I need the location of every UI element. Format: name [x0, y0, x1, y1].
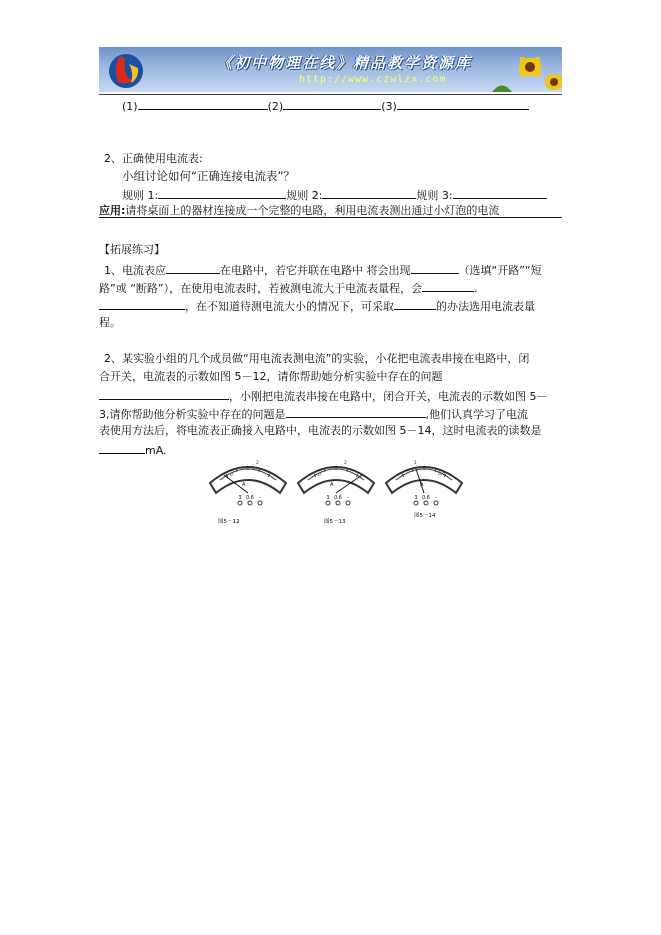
fig2-tick-2: 2: [344, 461, 347, 466]
header-divider: [99, 94, 562, 95]
q1-blank-1[interactable]: [166, 262, 220, 274]
rule3-label: 规则 3:: [416, 189, 453, 202]
fig2-scale-unit: A: [330, 482, 334, 488]
header-url[interactable]: http://www.czwlzx.com: [299, 74, 447, 85]
fig1-tick-0: 0: [230, 473, 233, 478]
sunflower-icon: [472, 47, 562, 92]
blank-label-1: (1): [122, 100, 138, 113]
fig2-caption: 图5－13: [324, 519, 346, 525]
answer-blank-3[interactable]: [397, 98, 529, 110]
q2-text-c: ,他们认真学习了电流: [425, 408, 528, 421]
fig2-terminal-3: 3: [326, 495, 330, 501]
apply-row: [99, 204, 499, 218]
fig1-caption: 图5－12: [218, 519, 240, 525]
fig3-terminal-neg: -: [435, 495, 437, 501]
ammeter-figure-5-14: [386, 466, 462, 519]
fig1-terminal-3: 3: [238, 495, 242, 501]
q1-text-c: （选填“开路”“短: [458, 264, 542, 277]
fig3-tick-06: 0.6: [438, 472, 446, 477]
answer-blank-1[interactable]: [138, 98, 268, 110]
q2-line4: [99, 406, 528, 422]
q2-text-b: 3,请你帮助他分析实验中存在的问题是: [99, 408, 286, 421]
q1-blank-3[interactable]: [422, 280, 474, 292]
q2-line3: [99, 388, 548, 404]
fig3-terminal-3: 3: [414, 495, 418, 501]
fig1-terminal-neg: -: [259, 495, 261, 501]
q1-text-d: 路”或 “断路”），在使用电流表时，若被测电流大于电流表量程，会: [99, 282, 423, 295]
section2-heading: 2、正确使用电流表:: [104, 152, 203, 165]
fig3-caption: 图5－14: [414, 513, 436, 519]
q2-text-d: mA.: [145, 444, 167, 457]
fig3-scale-unit: A: [420, 482, 424, 488]
q2-line5: 表使用方法后，将电流表正确接入电路中，电流表的示数如图 5－14，这时电流表的读数是: [99, 424, 542, 437]
header-banner: [99, 47, 562, 92]
q2-line2: 合开关，电流表的示数如图 5－12，请你帮助她分析实验中存在的问题: [99, 370, 443, 383]
fig1-terminal-06: 0.6: [246, 495, 254, 501]
ammeter-figures: [206, 455, 464, 527]
apply-text: 请将桌面上的器材连接成一个完整的电路，利用电流表测出通过小灯泡的电流: [125, 204, 500, 217]
ammeter-figure-5-12: [210, 466, 286, 525]
q2-line1: 2、某实验小组的几个成员做“用电流表测电流”的实验，小花把电流表串接在电路中，闭: [104, 352, 530, 365]
q1-blank-5[interactable]: [394, 298, 436, 310]
q2-blank-2[interactable]: [286, 406, 426, 418]
rule1-label: 规则 1:: [122, 189, 159, 202]
q2-blank-3[interactable]: [99, 442, 145, 454]
q1-text-a: 1、电流表应: [104, 264, 166, 277]
q1-line2: [99, 280, 478, 296]
fig3-terminal-06: 0.6: [422, 495, 430, 501]
fig1-tick-2: 2: [256, 461, 259, 466]
apply-underline: [99, 217, 562, 218]
answer-blank-2[interactable]: [283, 98, 381, 110]
blank-label-3: (3): [381, 100, 397, 113]
q1-text-b: 在电路中，若它并联在电路中 将会出现: [220, 264, 411, 277]
q1-line1: [104, 262, 542, 278]
blanks-row: [122, 98, 529, 114]
fig2-terminal-neg: -: [347, 495, 349, 501]
rule2-blank[interactable]: [322, 187, 416, 199]
fig3-tick-1: 1: [414, 461, 417, 466]
rule2-label: 规则 2:: [286, 189, 323, 202]
q1-text-g: 的办法选用电流表量: [436, 300, 535, 313]
q2-line6: [99, 442, 167, 458]
site-logo-icon: [103, 50, 149, 90]
section2-discuss: 小组讨论如何“正确连接电流表”？: [122, 169, 295, 183]
q1-text-e: .: [474, 282, 478, 295]
q1-line3: [99, 298, 535, 314]
rules-row: [122, 187, 547, 203]
ammeter-figure-5-13: [298, 466, 374, 525]
practice-heading: 【拓展练习】: [99, 243, 165, 256]
fig2-tick-0: 0: [318, 473, 321, 478]
q1-line4: 程。: [99, 316, 121, 329]
q2-blank-1[interactable]: [99, 388, 229, 400]
q1-blank-2[interactable]: [411, 262, 459, 274]
apply-label: 应用:: [99, 204, 126, 217]
rule3-blank[interactable]: [453, 187, 547, 199]
q1-text-f: ，在不知道待测电流大小的情况下，可采取: [185, 300, 394, 313]
rule1-blank[interactable]: [158, 187, 286, 199]
fig2-terminal-06: 0.6: [334, 495, 342, 501]
q2-text-a: ，小刚把电流表串接在电路中，闭合开关，电流表的示数如图 5－: [229, 390, 548, 403]
fig1-scale-unit: A: [242, 482, 246, 488]
q1-blank-4[interactable]: [99, 298, 185, 310]
blank-label-2: (2): [267, 100, 284, 113]
header-title: 《初中物理在线》精品教学资源库: [217, 54, 473, 72]
